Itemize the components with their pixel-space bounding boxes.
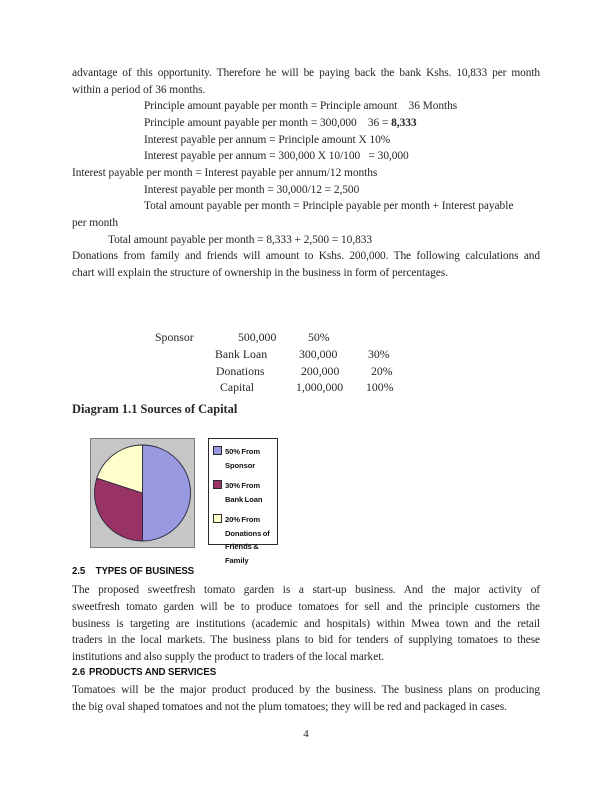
pie-slice-0	[143, 445, 191, 541]
calc-line: Total amount payable per month = Principle payable per month + Interest payable	[144, 200, 514, 212]
body-line: traders in the local markets. The business plans to bid for tenders of supplying tomatoes to these	[72, 634, 540, 646]
calc-line: Interest payable per month = Interest payable per annum/12 months	[72, 167, 378, 179]
pie-svg	[91, 439, 194, 547]
section-number: 2.5	[72, 566, 86, 577]
table-cell-percent: 100%	[366, 380, 394, 394]
legend-label: 20% From Donations of Friends & Family	[225, 515, 270, 565]
diagram-title: Diagram 1.1 Sources of Capital	[72, 402, 238, 416]
legend-label: 30% From Bank Loan	[225, 481, 263, 504]
pie-chart-plot-area	[90, 438, 195, 548]
calc-line	[144, 116, 417, 130]
section-title: TYPES OF BUSINESS	[95, 566, 195, 577]
table-cell-label: Donations	[216, 364, 265, 378]
table-cell-label: Capital	[220, 380, 255, 394]
body-line: sweetfresh tomato garden will be to produce tomatoes for sell and the principle customers the	[72, 601, 540, 613]
legend-swatch-bank-loan	[213, 480, 222, 489]
calc-result-bold: 8,333	[391, 117, 417, 129]
calc-line: Total amount payable per month = 8,333 + 2,500 = 10,833	[108, 234, 373, 246]
table-cell-percent: 20%	[371, 364, 393, 378]
section-heading-2-5	[72, 566, 194, 577]
table-cell-value: 1,000,000	[296, 380, 344, 394]
section-title: PRODUCTS AND SERVICES	[88, 667, 217, 678]
table-cell-label: Bank Loan	[215, 347, 268, 361]
calc-line: per month	[72, 217, 119, 229]
body-line: The proposed sweetfresh tomato garden is a start-up business. And the major activity of	[72, 584, 540, 596]
table-cell-label: Sponsor	[155, 330, 194, 344]
legend-swatch-sponsor	[213, 446, 222, 455]
legend-item	[213, 513, 275, 567]
calc-line: Principle amount payable per month = Principle amount 36 Months	[144, 100, 458, 112]
body-line: Donations from family and friends will amount to Kshs. 200,000. The following calculations and	[72, 250, 540, 262]
section-heading-2-6	[72, 667, 216, 678]
legend-item	[213, 445, 275, 472]
table-cell-percent: 50%	[308, 330, 330, 344]
table-cell-percent: 30%	[368, 347, 390, 361]
table-cell-value: 500,000	[238, 330, 277, 344]
calc-line: Interest payable per annum = 300,000 X 10/100 = 30,000	[144, 150, 409, 162]
legend-swatch-donations	[213, 514, 222, 523]
body-line: the big oval shaped tomatoes and not the plum tomatoes; they will be red and packaged in cases.	[72, 701, 507, 713]
body-line: chart will explain the structure of ownership in the business in form of percentages.	[72, 267, 448, 279]
body-line: advantage of this opportunity. Therefore he will be paying back the bank Kshs. 10,833 per month	[72, 67, 540, 79]
table-cell-value: 300,000	[299, 347, 338, 361]
body-line: within a period of 36 months.	[72, 84, 206, 96]
calc-line: Interest payable per month = 30,000/12 = 2,500	[144, 184, 360, 196]
body-line: Tomatoes will be the major product produced by the business. The business plans on producing	[72, 684, 540, 696]
body-line: institutions and also supply the product to traders of the local market.	[72, 651, 385, 663]
page-number: 4	[303, 728, 309, 740]
section-number: 2.6	[72, 667, 86, 678]
table-cell-value: 200,000	[301, 364, 340, 378]
body-line: business is targeting are institutions (academic and hospitals) within Mwea town and the retail	[72, 618, 540, 630]
calc-line: Interest payable per annum = Principle amount X 10%	[144, 134, 391, 146]
chart-legend	[208, 438, 278, 565]
calc-text: Principle amount payable per month = 300,000 36 =	[144, 117, 392, 129]
legend-label: 50% From Sponsor	[225, 447, 260, 470]
legend-item	[213, 479, 275, 506]
